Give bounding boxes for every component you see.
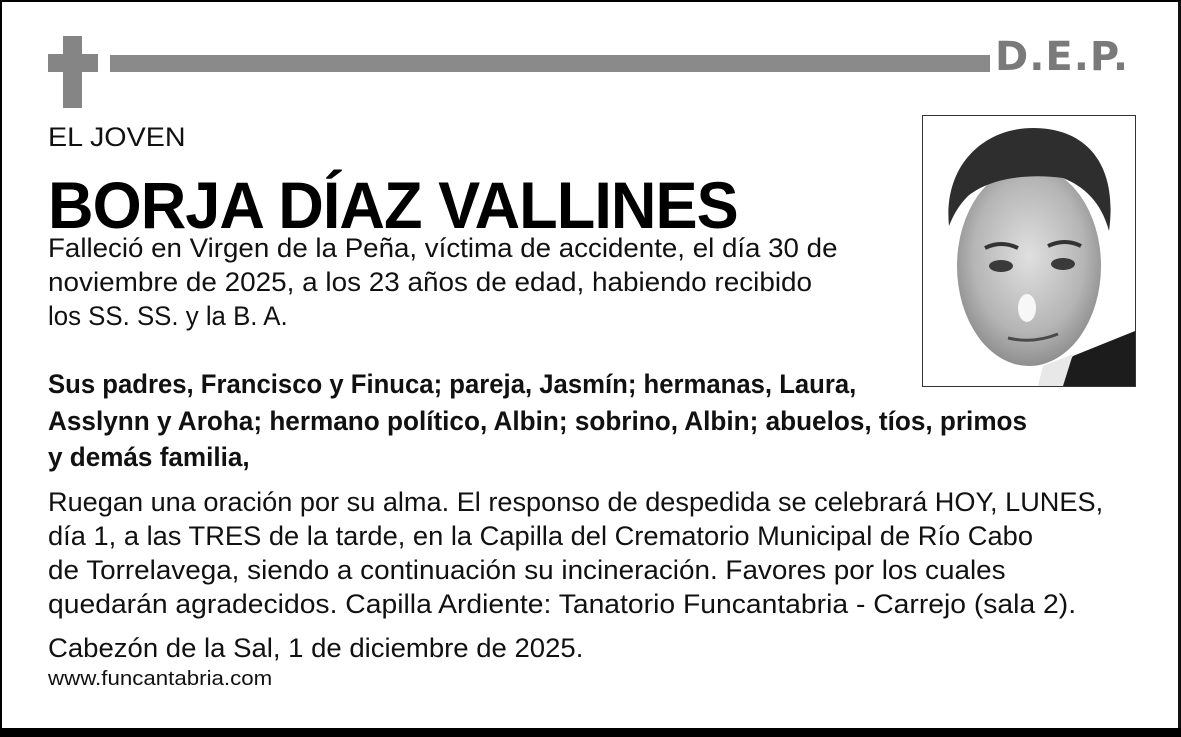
dep-label: D.E.P.	[995, 34, 1130, 80]
service-line: día 1, a las TRES de la tarde, en la Capilla del Crematorio Municipal de Río Cabo	[48, 521, 1034, 551]
prefix-label: EL JOVEN	[48, 122, 186, 152]
family-line: Sus padres, Francisco y Finuca; pareja, Jasmín; hermanas, Laura,	[48, 369, 857, 399]
website-link[interactable]: www.funcantabria.com	[48, 668, 273, 690]
deceased-name: BORJA DÍAZ VALLINES	[48, 168, 738, 242]
death-notice-line: Falleció en Virgen de la Peña, víctima de accidente, el día 30 de	[48, 233, 838, 263]
portrait-image	[923, 116, 1135, 386]
bottom-border	[0, 728, 1181, 737]
death-notice-line: los SS. SS. y la B. A.	[48, 301, 288, 331]
cross-horizontal	[48, 54, 98, 72]
service-line: de Torrelavega, siendo a continuación su incineración. Favores por los cuales	[48, 555, 1006, 585]
service-line: Ruegan una oración por su alma. El responso de despedida se celebrará HOY, LUNES,	[48, 487, 1104, 517]
header-rule	[110, 55, 990, 72]
family-line: y demás familia,	[48, 442, 250, 472]
place-date: Cabezón de la Sal, 1 de diciembre de 2025.	[48, 633, 584, 663]
family-line: Asslynn y Aroha; hermano político, Albin; sobrino, Albin; abuelos, tíos, primos	[48, 406, 1028, 436]
cross-vertical	[63, 36, 82, 108]
portrait-photo	[922, 115, 1136, 387]
death-notice-line: noviembre de 2025, a los 23 años de edad, habiendo recibido	[48, 267, 813, 297]
service-line: quedarán agradecidos. Capilla Ardiente: Tanatorio Funcantabria - Carrejo (sala 2).	[48, 589, 1077, 619]
